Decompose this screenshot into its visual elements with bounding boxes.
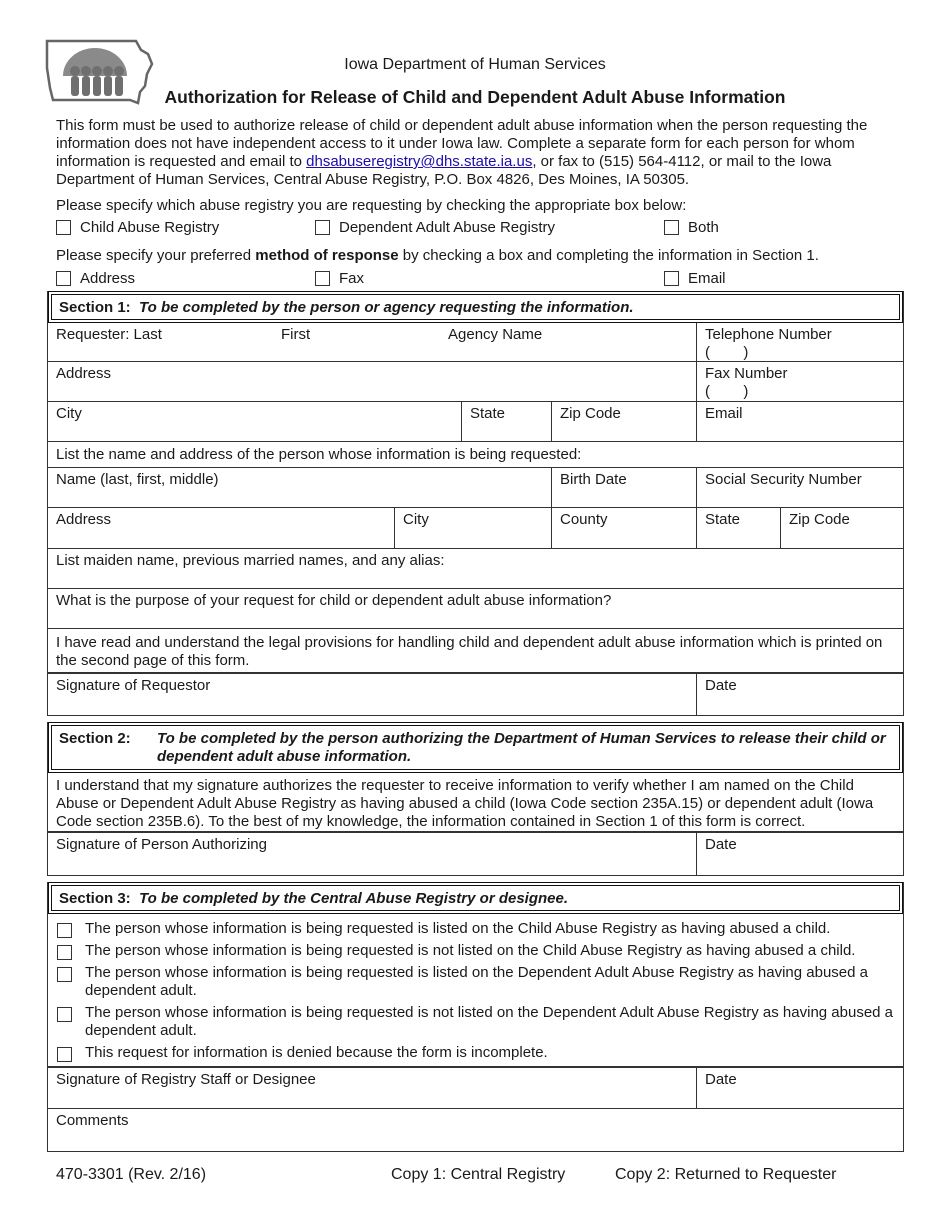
field-label: Date (705, 1071, 737, 1088)
checkbox-child-abuse-registry[interactable] (56, 219, 219, 237)
agency-name: Iowa Department of Human Services (344, 56, 606, 73)
authorizer-signature-field[interactable] (48, 833, 696, 875)
checkbox-listed-adult-registry[interactable] (48, 964, 903, 1004)
instruction-text: List the name and address of the person whose information is being requested: (56, 446, 582, 463)
requester-first-field[interactable] (273, 323, 443, 361)
checkbox-label: Dependent Adult Abuse Registry (339, 219, 555, 236)
acknowledgement-text: I have read and understand the legal provisions for handling child and dependent adult abuse information which is printed on the second page of this form. (56, 634, 883, 669)
person-address-row (48, 508, 903, 549)
method-prompt-before: Please specify your preferred (56, 247, 256, 264)
form-footer (0, 1166, 950, 1186)
field-label: Address (56, 511, 112, 528)
field-label: State (470, 405, 506, 422)
requester-email-field[interactable] (696, 402, 903, 441)
checkbox-box[interactable] (57, 923, 72, 938)
agency-name-field[interactable] (440, 323, 696, 361)
section2-header (48, 722, 903, 773)
checkbox-box[interactable] (57, 945, 72, 960)
field-label: Telephone Number (705, 326, 832, 343)
field-label: Signature of Person Authorizing (56, 836, 267, 853)
registry-prompt: Please specify which abuse registry you are requesting by checking the appropriate box below: (56, 197, 687, 214)
person-name-row (48, 468, 903, 508)
method-prompt-after: by checking a box and completing the information in Section 1. (398, 247, 819, 264)
field-label: Fax Number (705, 365, 788, 382)
requester-address-field[interactable] (48, 362, 696, 401)
field-label: Email (705, 405, 743, 422)
checkbox-dependent-adult-registry[interactable] (315, 219, 555, 237)
section-label: Section 3: (59, 890, 131, 907)
fax-field[interactable] (696, 362, 903, 401)
checkbox-label: Address (80, 270, 136, 287)
registry-email-link[interactable]: dhsabuseregistry@dhs.state.ia.us (306, 153, 533, 170)
form-title: Authorization for Release of Child and Dependent Adult Abuse Information (164, 87, 786, 107)
authorization-statement (48, 773, 903, 833)
person-address-field[interactable] (48, 508, 394, 548)
checkbox-method-email[interactable] (664, 270, 726, 288)
checkbox-both[interactable] (664, 219, 719, 237)
registry-signature-row (48, 1068, 903, 1109)
checkbox-box[interactable] (57, 967, 72, 982)
checkbox-listed-child-registry[interactable] (48, 920, 903, 942)
checkbox-method-fax[interactable] (315, 270, 364, 288)
form-number: 470-3301 (Rev. 2/16) (56, 1166, 207, 1183)
copy2-label: Copy 2: Returned to Requester (615, 1166, 837, 1183)
field-label: Social Security Number (705, 471, 862, 488)
field-label: List maiden name, previous married names, and any alias: (56, 552, 445, 569)
statement-text: I understand that my signature authorizes the requester to receive information to verify whether I am named on the Child Abuse or Dependent Adult Abuse Registry as having abused a child (Iowa Code section 235A.15) or dependent adult (Iowa Code section 235B.6). To the best of my knowledge, the information contained in Section 1 of this form is correct. (56, 777, 874, 830)
comments-field[interactable] (48, 1109, 903, 1152)
method-prompt-bold: method of response (255, 247, 399, 264)
section-heading: To be completed by the Central Abuse Registry or designee. (139, 890, 569, 907)
field-label: What is the purpose of your request for child or dependent adult abuse information? (56, 592, 612, 609)
checkbox-box[interactable] (56, 220, 71, 235)
checkbox-box[interactable] (664, 271, 679, 286)
fax-area-code: ( ) (705, 383, 749, 400)
registry-result-checklist (48, 914, 903, 1068)
checkbox-label: Both (688, 219, 719, 236)
intro-paragraph (56, 117, 906, 189)
field-label: Date (705, 836, 737, 853)
registry-date-field[interactable] (696, 1068, 903, 1108)
checkbox-box[interactable] (57, 1007, 72, 1022)
field-label: County (560, 511, 608, 528)
list-person-instruction (48, 442, 903, 468)
checkbox-label: The person whose information is being requested is not listed on the Child Abuse Registry as having abused a child. (85, 942, 856, 959)
field-label: Zip Code (560, 405, 621, 422)
checkbox-label: The person whose information is being requested is not listed on the Dependent Adult Abuse Registry as having abused a dependent adult. (85, 1004, 894, 1039)
requester-last-field[interactable] (48, 323, 273, 361)
section1-header (48, 291, 903, 323)
checkbox-method-address[interactable] (56, 270, 135, 288)
checkbox-label: The person whose information is being requested is listed on the Dependent Adult Abuse Registry as having abused a dependent adult. (85, 964, 868, 999)
person-name-field[interactable] (48, 468, 551, 507)
checkbox-box[interactable] (315, 220, 330, 235)
legal-acknowledgement (48, 629, 903, 674)
section1-block (47, 291, 904, 716)
requester-address-row (48, 362, 903, 402)
requester-name-row (48, 323, 903, 362)
field-label: Requester: Last (56, 326, 162, 343)
section3-block (47, 882, 904, 1152)
person-state-field[interactable] (696, 508, 780, 548)
field-label: Signature of Requestor (56, 677, 211, 694)
section3-header (48, 882, 903, 914)
field-label: Name (last, first, middle) (56, 471, 219, 488)
checkbox-label: Fax (339, 270, 365, 287)
checkbox-box[interactable] (56, 271, 71, 286)
checkbox-label: This request for information is denied because the form is incomplete. (85, 1044, 548, 1061)
field-label: Date (705, 677, 737, 694)
field-label: Agency Name (448, 326, 543, 343)
ssn-field[interactable] (696, 468, 903, 507)
requestor-date-field[interactable] (696, 674, 903, 715)
field-label: City (403, 511, 429, 528)
authorizer-date-field[interactable] (696, 833, 903, 875)
requester-zip-field[interactable] (551, 402, 696, 441)
telephone-field[interactable] (696, 323, 903, 361)
requestor-signature-field[interactable] (48, 674, 696, 715)
field-label: Birth Date (560, 471, 627, 488)
checkbox-box[interactable] (664, 220, 679, 235)
requester-city-row (48, 402, 903, 442)
requester-city-field[interactable] (48, 402, 461, 441)
field-label: Signature of Registry Staff or Designee (56, 1071, 316, 1088)
checkbox-request-denied[interactable] (48, 1044, 903, 1066)
section-label: Section 2: (59, 730, 131, 747)
checkbox-not-listed-child-registry[interactable] (48, 942, 903, 964)
checkbox-label: The person whose information is being requested is listed on the Child Abuse Registry as having abused a child. (85, 920, 831, 937)
person-county-field[interactable] (551, 508, 696, 548)
person-zip-field[interactable] (780, 508, 903, 548)
purpose-field[interactable] (48, 589, 903, 629)
field-label: First (281, 326, 311, 343)
intro-text-before: This form must be used to authorize release of child or dependent adult abuse information when the person requesting the information does not have independent access to it under Iowa law. Complete a separate form for each person for whom information is requested and email to (56, 117, 868, 170)
section-heading: To be completed by the person authorizing the Department of Human Services to release their child or dependent adult abuse information. (157, 730, 886, 765)
birth-date-field[interactable] (551, 468, 696, 507)
checkbox-not-listed-adult-registry[interactable] (48, 1004, 903, 1044)
maiden-name-field[interactable] (48, 549, 903, 589)
field-label: City (56, 405, 82, 422)
registry-signature-field[interactable] (48, 1068, 696, 1108)
field-label: Zip Code (789, 511, 850, 528)
section-label: Section 1: (59, 299, 131, 316)
checkbox-box[interactable] (57, 1047, 72, 1062)
authorizer-signature-row (48, 833, 903, 876)
checkbox-box[interactable] (315, 271, 330, 286)
method-prompt (56, 247, 906, 265)
requester-state-field[interactable] (461, 402, 551, 441)
copy1-label: Copy 1: Central Registry (391, 1166, 566, 1183)
intro-text-after: , or fax to (515) 564-4112, or mail to the Iowa Department of Human Services, Central Abuse Registry, P.O. Box 4826, Des Moines, IA 50305. (56, 153, 832, 188)
field-label: State (705, 511, 741, 528)
section-heading: To be completed by the person or agency requesting the information. (139, 299, 634, 316)
field-label: Comments (56, 1112, 129, 1129)
field-label: Address (56, 365, 112, 382)
person-city-field[interactable] (394, 508, 551, 548)
checkbox-label: Email (688, 270, 726, 287)
section2-block (47, 722, 904, 876)
requestor-signature-row (48, 674, 903, 716)
phone-area-code: ( ) (705, 344, 749, 361)
checkbox-label: Child Abuse Registry (80, 219, 220, 236)
